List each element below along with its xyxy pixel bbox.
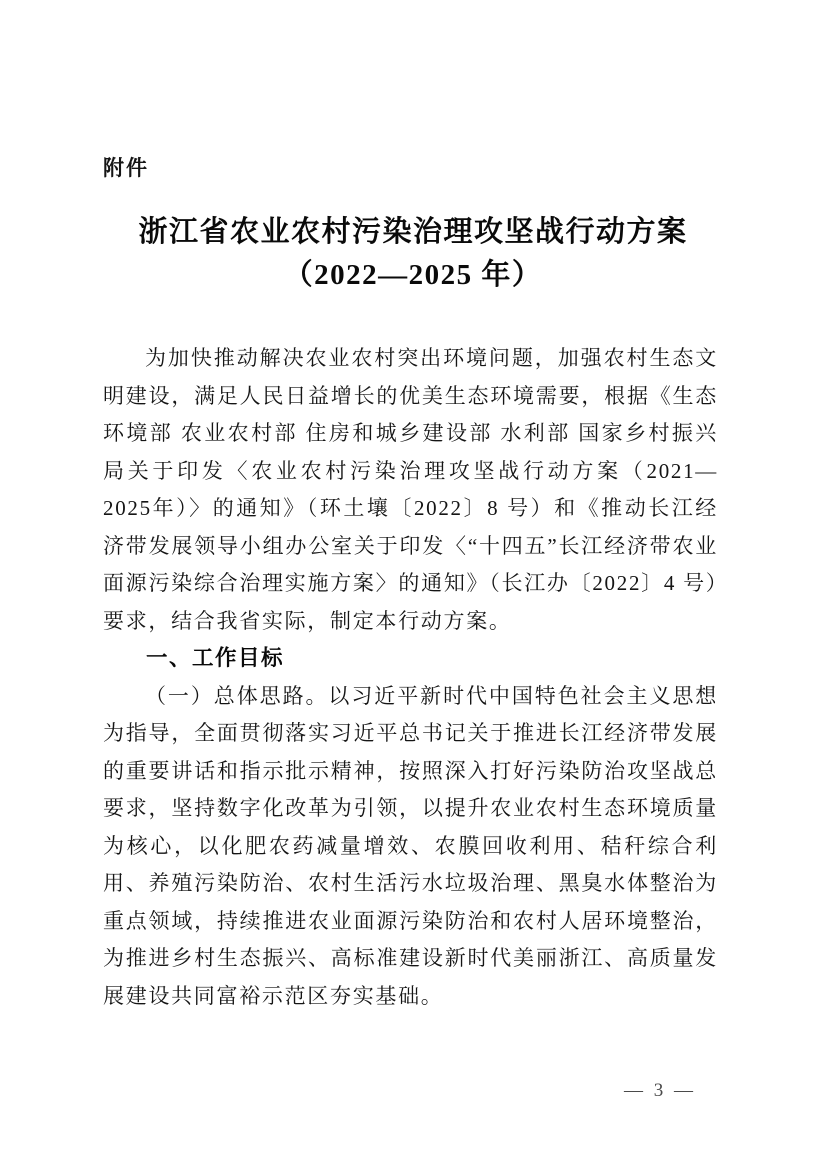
section-heading-work-goals: 一、工作目标	[146, 646, 285, 670]
document-body	[103, 340, 718, 1015]
page-number: — 3 —	[624, 1080, 696, 1101]
attachment-label: 附件	[103, 157, 149, 180]
paragraph-preamble: 为加快推动解决农业农村突出环境问题，加强农村生态文明建设，满足人民日益增长的优美生态环境需要，根据《生态环境部 农业农村部 住房和城乡建设部 水利部 国家乡村振兴局关于印发〈农业农村污染治理攻坚战行动方案（2021—2025年）〉的通知》（环土壤〔2022〕8 号）和《推动长江经济带发展领导小组办公室关于印发〈“十四五”长江经济带农业面源污染综合治理实施方案〉的通知》（长江办〔2022〕4 号）要求，结合我省实际，制定本行动方案。	[103, 346, 718, 633]
paragraph-overall-approach: （一）总体思路。以习近平新时代中国特色社会主义思想为指导，全面贯彻落实习近平总书记关于推进长江经济带发展的重要讲话和指示批示精神，按照深入打好污染防治攻坚战总要求，坚持数字化改革为引领，以提升农业农村生态环境质量为核心，以化肥农药减量增效、农膜回收利用、秸秆综合利用、养殖污染防治、农村生活污水垃圾治理、黑臭水体整治为重点领域，持续推进农业面源污染防治和农村人居环境整治，为推进乡村生态振兴、高标准建设新时代美丽浙江、高质量发展建设共同富裕示范区夯实基础。	[103, 683, 718, 1008]
document-title-line2: （2022—2025 年）	[283, 259, 543, 291]
document-title	[0, 211, 826, 297]
document-title-line1: 浙江省农业农村污染治理攻坚战行动方案	[138, 216, 688, 248]
